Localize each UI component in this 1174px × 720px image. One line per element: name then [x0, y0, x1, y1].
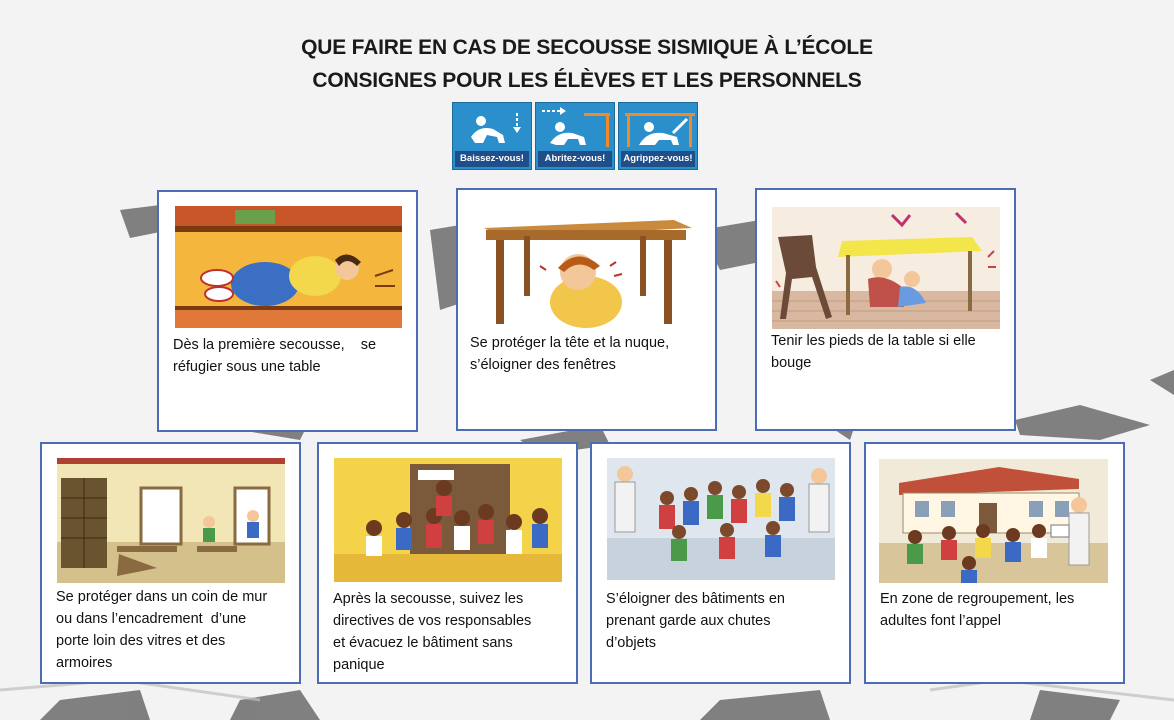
drop-cover-hold-icons: [452, 102, 704, 172]
card-text: En zone de regroupement, les adultes font l’appel: [880, 591, 1075, 629]
card-text: Tenir les pieds de la table si elle bouge: [771, 333, 976, 371]
people-holding-table-legs-illustration: [772, 207, 1000, 329]
page-title-line-2: CONSIGNES POUR LES ÉLÈVES ET LES PERSONNELS: [312, 69, 862, 92]
instruction-card-3: [755, 188, 1016, 431]
icon-label: Baissez-vous!: [455, 151, 529, 167]
card-text: Se protéger la tête et la nuque, s’éloigner des fenêtres: [470, 335, 670, 373]
instruction-card-1: [157, 190, 418, 432]
instruction-card-7: [864, 442, 1125, 684]
card-text: Après la secousse, suivez les directives de vos responsables et évacuez le bâtiment sans panique: [333, 591, 532, 673]
crouch-icon: [452, 102, 532, 170]
children-walking-outside-illustration: [607, 458, 835, 580]
instruction-card-6: [590, 442, 851, 684]
icon-label: Agrippez-vous!: [621, 151, 695, 167]
card-text: S’éloigner des bâtiments en prenant garde aux chutes d’objets: [606, 591, 785, 651]
take-cover-icon: [535, 102, 615, 170]
child-protecting-head-under-table-illustration: [474, 206, 702, 330]
classroom-doorway-illustration: [57, 458, 285, 583]
hold-on-icon: [618, 102, 698, 170]
card-text: Dès la première secousse, se réfugier sous une table: [173, 337, 377, 375]
students-evacuating-illustration: [334, 458, 562, 582]
child-under-desk-illustration: [175, 206, 402, 328]
page-title-line-1: QUE FAIRE EN CAS DE SECOUSSE SISMIQUE À L’ÉCOLE: [301, 36, 873, 59]
instruction-card-2: [456, 188, 717, 431]
instruction-card-4: [40, 442, 301, 684]
assembly-roll-call-illustration: [879, 459, 1108, 583]
icon-label: Abritez-vous!: [538, 151, 612, 167]
instruction-card-5: [317, 442, 578, 684]
card-text: Se protéger dans un coin de mur ou dans l’encadrement d’une porte loin des vitres et des armoires: [56, 589, 268, 671]
